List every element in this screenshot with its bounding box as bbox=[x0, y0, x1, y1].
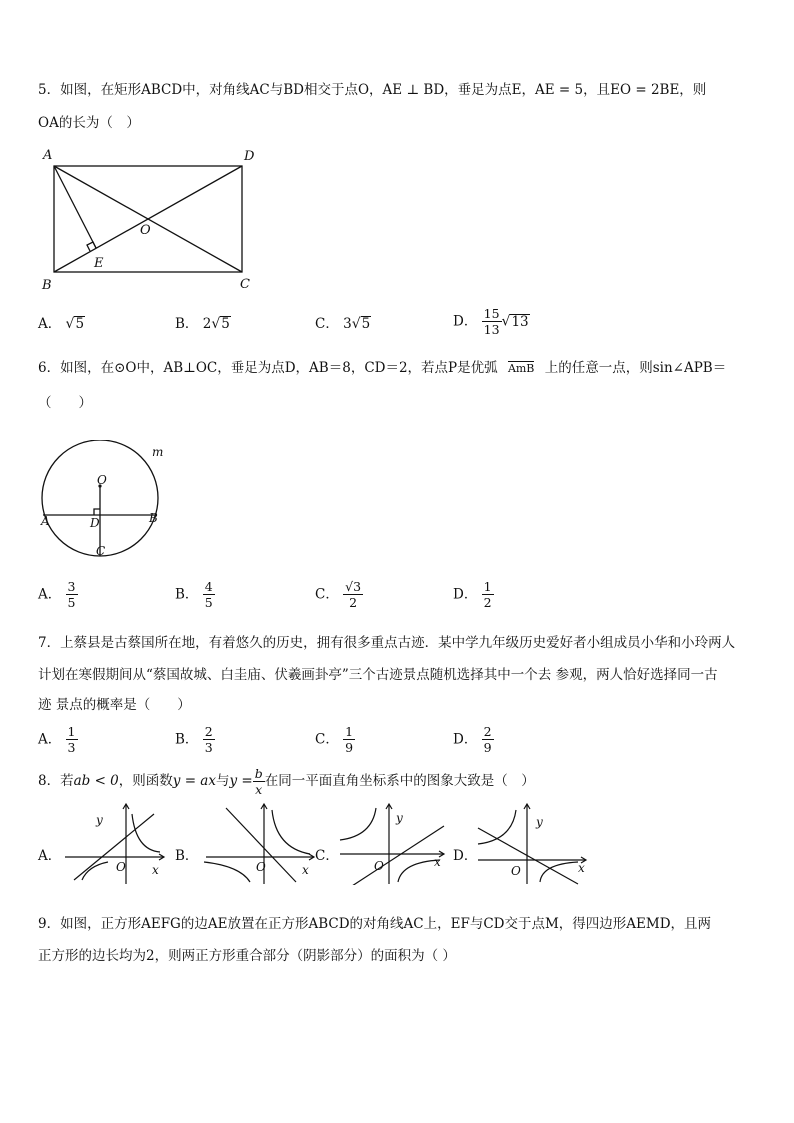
label-d: D bbox=[244, 149, 255, 164]
label-a: A bbox=[41, 514, 50, 528]
svg-text:x: x bbox=[152, 863, 159, 877]
q6-option-a[interactable]: A． $\frac{3}{5}$ bbox=[38, 579, 76, 610]
label-a: A bbox=[43, 148, 53, 163]
label-o: O bbox=[97, 473, 107, 487]
label-o: O bbox=[140, 223, 151, 238]
q6-stem-line1: 6．如图，在⊙O中，AB⊥OC，垂足为点D，AB＝8，CD＝2，若点P是优弧 AmB 上的任意一点，则sin∠APB＝ bbox=[38, 360, 727, 376]
label-c: C bbox=[240, 277, 250, 292]
q6-circle-figure bbox=[36, 440, 176, 565]
q8-graph-b bbox=[198, 800, 318, 885]
q9-stem-line2: 正方形的边长均为2，则两正方形重合部分（阴影部分）的面积为（ ） bbox=[38, 948, 456, 964]
q8-option-d[interactable]: D． bbox=[453, 848, 478, 864]
svg-text:x: x bbox=[302, 863, 309, 877]
q5-stem-line1: 5．如图，在矩形ABCD中，对角线AC与BD相交于点O，AE ⊥ BD，垂足为点E，AE = 5，且EO = 2BE，则 bbox=[38, 82, 707, 98]
right-angle-mark-d bbox=[94, 509, 100, 515]
svg-text:x: x bbox=[434, 855, 441, 869]
svg-text:O: O bbox=[256, 860, 266, 874]
q5-stem-line2: OA的长为（ ） bbox=[38, 115, 140, 131]
svg-text:y: y bbox=[96, 813, 103, 827]
q8-option-a[interactable]: A． bbox=[38, 848, 62, 864]
q6-option-b[interactable]: B． $\frac{4}{5}$ bbox=[175, 579, 213, 610]
q6-arc-amb: AmB bbox=[507, 362, 535, 375]
q8-stem: 8．若ab < 0，则函数y = ax与y = $\frac{b}{x}$ 在同一平面直角坐标系中的图象大致是（ ） bbox=[38, 766, 535, 797]
q9-stem-line1: 9．如图，正方形AEFG的边AE放置在正方形ABCD的对角线AC上，EF与CD交于点M，得四边形AEMD，且两 bbox=[38, 916, 712, 932]
svg-text:O: O bbox=[116, 860, 126, 874]
q8-condition: ab < 0 bbox=[73, 773, 119, 789]
q5-option-d[interactable]: D． $\frac{15}{13}$ √13 bbox=[453, 306, 529, 337]
q7-option-d[interactable]: D． $\frac{2}{9}$ bbox=[453, 724, 492, 755]
label-m: m bbox=[152, 445, 164, 459]
q8-linear-function: y = ax bbox=[172, 773, 216, 789]
q6-stem-line2: （ ） bbox=[38, 395, 92, 411]
q8-graph-d bbox=[474, 800, 590, 885]
q7-stem-line2: 计划在寒假期间从“蔡国故城、白圭庙、伏羲画卦亭”三个古迹景点随机选择其中一个去 参观，两人恰好选择同一古 bbox=[38, 667, 718, 683]
q8-option-c[interactable]: C． bbox=[315, 848, 339, 864]
q6-option-d[interactable]: D． $\frac{1}{2}$ bbox=[453, 579, 492, 610]
q7-stem-line3: 迹 景点的概率是（ ） bbox=[38, 697, 191, 713]
q7-option-b[interactable]: B． $\frac{2}{3}$ bbox=[175, 724, 213, 755]
svg-text:y: y bbox=[396, 811, 403, 825]
svg-text:O: O bbox=[374, 859, 384, 873]
label-b: B bbox=[42, 278, 52, 293]
q8-inverse-function: $\frac{b}{x}$ bbox=[254, 766, 263, 797]
q5-a-radicand: 5 bbox=[75, 316, 85, 332]
q8-option-b[interactable]: B． bbox=[175, 848, 199, 864]
label-b: B bbox=[149, 511, 158, 525]
svg-text:y: y bbox=[536, 815, 543, 829]
q5-option-b[interactable]: B． 2√5 bbox=[175, 316, 230, 332]
q8-graph-c bbox=[336, 800, 448, 885]
q7-option-a[interactable]: A． $\frac{1}{3}$ bbox=[38, 724, 76, 755]
svg-text:O: O bbox=[511, 864, 521, 878]
q5-option-c[interactable]: C． 3√5 bbox=[315, 316, 371, 332]
svg-text:x: x bbox=[578, 861, 585, 875]
label-c: C bbox=[96, 544, 106, 558]
q5-rectangle-figure bbox=[38, 146, 268, 298]
label-e: E bbox=[94, 256, 104, 271]
q7-option-c[interactable]: C． $\frac{1}{9}$ bbox=[315, 724, 354, 755]
q5-option-a[interactable]: A． √5 bbox=[38, 316, 85, 332]
label-d: D bbox=[90, 516, 100, 530]
q8-graph-a bbox=[60, 800, 170, 885]
q6-option-c[interactable]: C． $\frac{√3}{2}$ bbox=[315, 579, 362, 610]
q5-d-fraction: $\frac{15}{13}$ bbox=[483, 306, 500, 337]
q7-stem-line1: 7．上蔡县是古蔡国所在地，有着悠久的历史，拥有很多重点古迹．某中学九年级历史爱好者小组成员小华和小玲两人 bbox=[38, 635, 736, 651]
